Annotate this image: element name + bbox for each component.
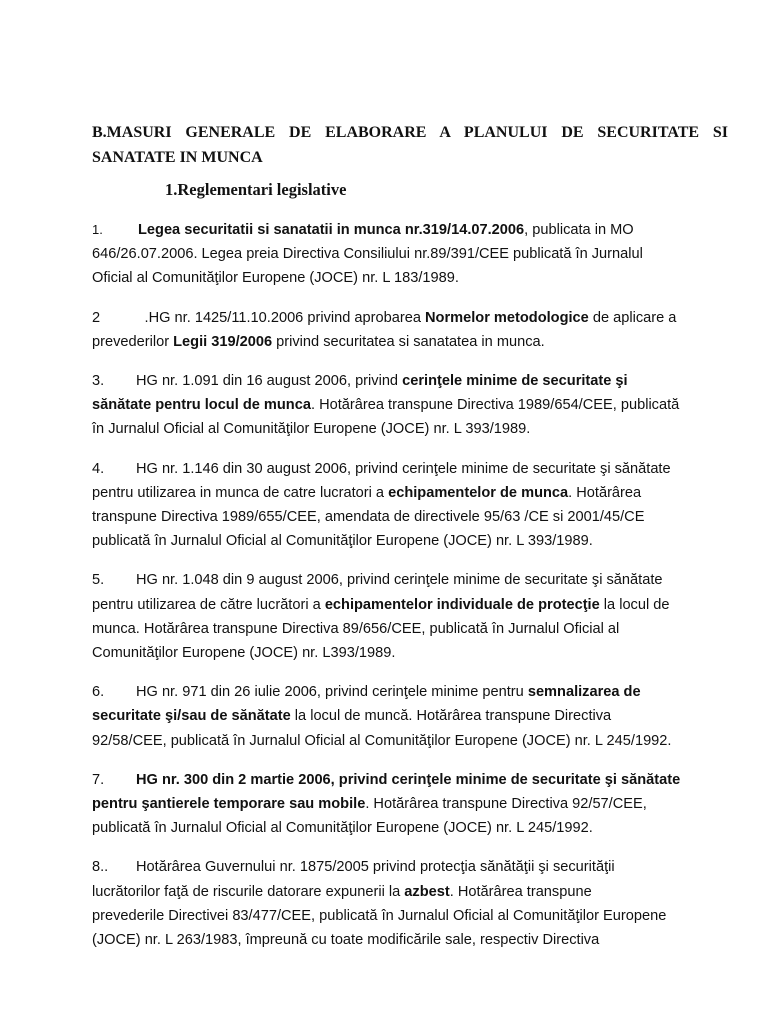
item-text: .HG nr. 1425/11.10.2006 privind aprobarea [104,309,425,326]
item-emphasis: Legea securitatii si sanatatii in munca nr.319/14.07.2006 [138,222,525,238]
item-number: 8.. [92,859,109,876]
item-text: de aplicare a prevederilor [92,309,677,350]
section-title: B.MASURI GENERALE DE ELABORARE A PLANULUI DE SECURITATE SI SANATATE IN MUNCA [92,124,728,166]
item-number: 6. [92,684,105,701]
item-number: 1. [92,222,103,237]
legislation-item [92,306,730,354]
item-text: . Hotărârea transpune Directiva 1989/654/CEE, publicată în Jurnalul Oficial al Comunităţilor Europene (JOCE) nr. L 393/1989. [92,397,680,438]
item-emphasis: Normelor metodologice [425,309,589,326]
item-text: privind securitatea si sanatatea in munca. [272,333,545,350]
legislation-item [92,218,730,291]
item-text: HG nr. 1.146 din 30 august 2006, privind cerinţele minime de securitate şi sănătate pentru utilizarea in munca de catre lucratori a [92,460,671,501]
legislation-list [92,218,730,967]
item-text: Hotărârea Guvernului nr. 1875/2005 privind protecţia sănătăţii şi securităţii lucrătorilor faţă de riscurile datorare expunerii la [92,859,615,900]
item-text: . Hotărârea transpune Directiva 92/57/CEE, publicată în Jurnalul Oficial al Comunităţilor Europene (JOCE) nr. L 245/1992. [92,796,647,837]
item-emphasis: HG nr. 300 din 2 martie 2006, privind cerinţele minime de securitate şi sănătate pentru şantierele temporare sau mobile [92,771,681,813]
item-number: 5. [92,572,105,589]
item-text: HG nr. 1.091 din 16 august 2006, privind [136,373,403,390]
item-text: HG nr. 971 din 26 iulie 2006, privind cerinţele minime pentru [136,684,528,701]
item-text: . Hotărârea transpune Directiva 1989/655/CEE, amendata de directivele 95/63 /CE si 2001/45/CE publicată în Jurnalul Oficial al Comunităţilor Europene (JOCE) nr. L 393/1989. [92,484,645,550]
item-emphasis: echipamentelor individuale de protecţie [324,596,600,613]
item-text: , publicata in MO 646/26.07.2006. Legea preia Directiva Consiliului nr.89/391/CEE publicată în Jurnalul Oficial al Comunităţilor Europene (JOCE) nr. L 183/1989. [92,222,643,287]
item-emphasis: cerinţele minime de securitate şi sănătate pentru locul de munca [92,373,628,414]
item-text: HG nr. 1.048 din 9 august 2006, privind cerinţele minime de securitate şi sănătate pentru utilizarea de către lucrători a [92,572,663,613]
legislation-item [92,568,730,665]
item-number: 4. [92,460,105,477]
legislation-item [92,855,730,952]
item-emphasis: echipamentelor de munca [388,484,569,501]
item-emphasis: azbest [404,883,450,900]
legislation-item [92,457,730,554]
subsection-title: 1.Reglementari legislative [165,180,347,199]
item-text: . Hotărârea transpune prevederile Directivei 83/477/CEE, publicată în Jurnalul Oficial al Comunităţilor Europene (JOCE) nr. L 263/1983, împreună cu toate modificările sale, respectiv Directiva [92,883,667,949]
item-text: la locul de muncă. Hotărârea transpune Directiva 92/58/CEE, publicată în Jurnalul Oficial al Comunităţilor Europene (JOCE) nr. L 245/1992. [92,708,672,749]
legislation-item [92,768,730,841]
item-emphasis: semnalizarea de securitate şi/sau de sănătate [92,684,641,725]
item-number: 7. [92,771,105,788]
legislation-item [92,369,730,442]
legislation-item [92,680,730,753]
item-emphasis: Legii 319/2006 [173,333,273,350]
item-number: 3. [92,373,105,390]
item-text: la locul de munca. Hotărârea transpune Directiva 89/656/CEE, publicată în Jurnalul Oficial al Comunităţilor Europene (JOCE) nr. L393/1989. [92,596,670,662]
item-number: 2 [92,309,101,326]
